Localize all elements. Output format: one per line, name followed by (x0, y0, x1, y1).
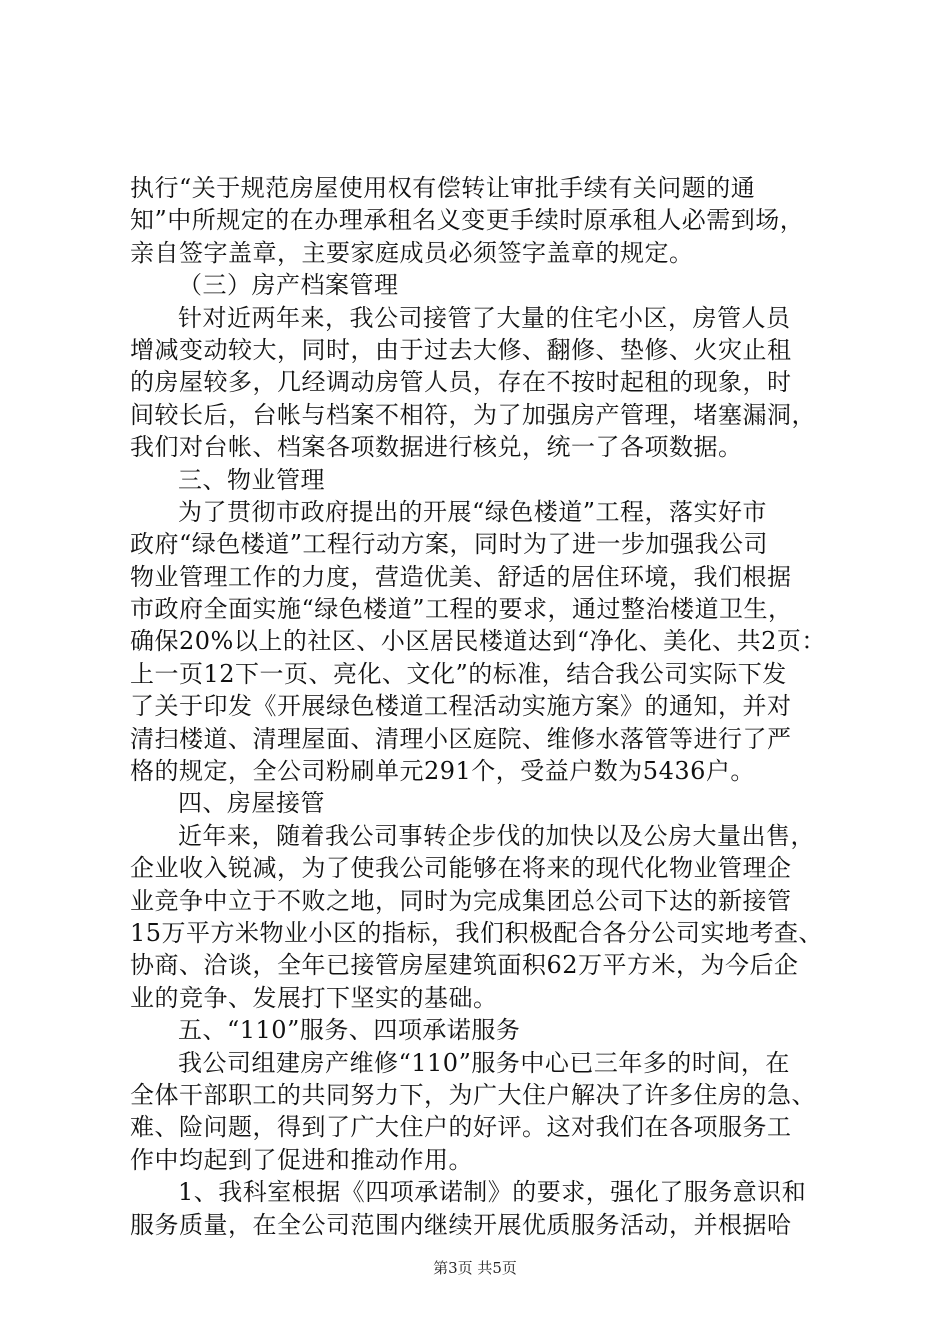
text-line: 作中均起到了促进和推动作用。 (130, 1145, 473, 1174)
text-line: 为了贯彻市政府提出的开展“绿色楼道”工程，落实好市 (178, 497, 768, 526)
text-line: 亲自签字盖章，主要家庭成员必须签字盖章的规定。 (130, 238, 694, 267)
text-line: 我公司组建房产维修“110”服务中心已三年多的时间，在 (178, 1048, 790, 1077)
text-line: 政府“绿色楼道”工程行动方案，同时为了进一步加强我公司 (130, 530, 769, 559)
text-line: （三）房产档案管理 (178, 271, 399, 300)
text-line: 确保20%以上的社区、小区居民楼道达到“净化、美化、共2页： (130, 627, 826, 656)
text-line: 三、物业管理 (178, 465, 325, 494)
text-line: 全体干部职工的共同努力下，为广大住户解决了许多住房的急、 (130, 1080, 816, 1109)
text-line: 近年来，随着我公司事转企步伐的加快以及公房大量出售， (178, 821, 815, 850)
text-line: 五、“110”服务、四项承诺服务 (178, 1016, 521, 1045)
text-line: 四、房屋接管 (178, 789, 325, 818)
text-line: 格的规定，全公司粉刷单元291个，受益户数为5436户。 (130, 757, 755, 786)
text-line: 针对近两年来，我公司接管了大量的住宅小区，房管人员 (178, 303, 791, 332)
page-footer: 第3页 共5页 (433, 1259, 517, 1277)
text-line: 难、险问题，得到了广大住户的好评。这对我们在各项服务工 (130, 1113, 792, 1142)
text-line: 企业收入锐减，为了使我公司能够在将来的现代化物业管理企 (130, 854, 792, 883)
text-line: 业的竞争、发展打下坚实的基础。 (130, 983, 498, 1012)
text-line: 业竞争中立于不败之地，同时为完成集团总公司下达的新接管 (130, 886, 792, 915)
text-line: 的房屋较多，几经调动房管人员，存在不按时起租的现象，时 (130, 368, 792, 397)
text-line: 1、我科室根据《四项承诺制》的要求，强化了服务意识和 (178, 1178, 807, 1207)
text-line: 15万平方米物业小区的指标，我们积极配合各分公司实地考查、 (130, 918, 824, 947)
text-line: 清扫楼道、清理屋面、清理小区庭院、维修水落管等进行了严 (130, 724, 792, 753)
document-body (130, 172, 830, 1241)
text-line: 我们对台帐、档案各项数据进行核兑，统一了各项数据。 (130, 433, 743, 462)
text-line: 上一页12下一页、亮化、文化”的标准，结合我公司实际下发 (130, 659, 787, 688)
text-line: 协商、洽谈，全年已接管房屋建筑面积62万平方米，为今后企 (130, 951, 799, 980)
text-line: 知”中所规定的在办理承租名义变更手续时原承租人必需到场， (130, 206, 805, 235)
text-line: 了关于印发《开展绿色楼道工程活动实施方案》的通知，并对 (130, 692, 792, 721)
text-line: 执行“关于规范房屋使用权有偿转让审批手续有关问题的通 (130, 174, 756, 202)
text-line: 市政府全面实施“绿色楼道”工程的要求，通过整治楼道卫生， (130, 595, 793, 624)
text-line: 间较长后，台帐与档案不相符，为了加强房产管理，堵塞漏洞， (130, 400, 816, 429)
text-line: 增减变动较大，同时，由于过去大修、翻修、垫修、火灾止租 (130, 335, 792, 364)
text-line: 物业管理工作的力度，营造优美、舒适的居住环境，我们根据 (130, 562, 792, 591)
text-line: 服务质量，在全公司范围内继续开展优质服务活动，并根据哈 (130, 1210, 792, 1239)
